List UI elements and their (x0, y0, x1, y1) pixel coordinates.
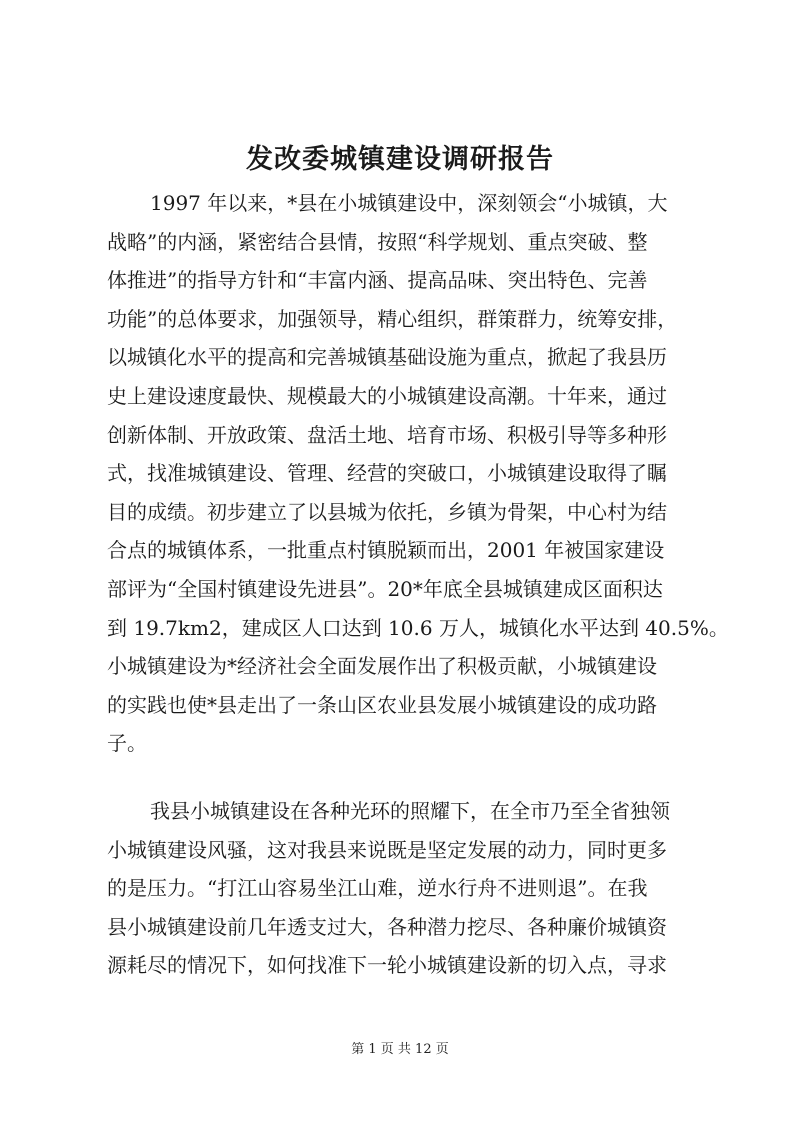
text-line: 到 19.7km2，建成区人口达到 10.6 万人，城镇化水平达到 40.5%。 (107, 615, 729, 640)
text-line: 的是压力。“打江山容易坐江山难，逆水行舟不进则退”。在我 (107, 876, 648, 901)
text-line: 式，找准城镇建设、管理、经营的突破口，小城镇建设取得了瞩 (107, 461, 667, 486)
text-line: 小城镇建设为*经济社会全面发展作出了积极贡献，小城镇建设 (107, 654, 657, 679)
text-line: 源耗尽的情况下，如何找准下一轮小城镇建设新的切入点，寻求 (107, 953, 667, 978)
text-line: 子。 (107, 731, 147, 756)
text-line: 合点的城镇体系，一批重点村镇脱颖而出，2001 年被国家建设 (107, 538, 665, 563)
paragraph-spacer (107, 763, 707, 792)
text-line: 战略”的内涵，紧密结合县情，按照“科学规划、重点突破、整 (107, 229, 648, 254)
page-number-footer: 第 1 页 共 12 页 (351, 1042, 449, 1057)
text-line: 史上建设速度最快、规模最大的小城镇建设高潮。十年来，通过 (107, 383, 667, 408)
text-line: 县小城镇建设前几年透支过大，各种潜力挖尽、各种廉价城镇资 (107, 914, 667, 939)
paragraph (107, 792, 707, 985)
text-line: 我县小城镇建设在各种光环的照耀下，在全市乃至全省独领 (150, 798, 670, 823)
paragraph (107, 184, 729, 763)
document-body (107, 184, 729, 985)
text-line: 小城镇建设风骚，这对我县来说既是坚定发展的动力，同时更多 (107, 837, 667, 862)
text-line: 创新体制、开放政策、盘活土地、培育市场、积极引导等多种形 (107, 422, 667, 447)
text-line: 1997 年以来，*县在小城镇建设中，深刻领会“小城镇，大 (150, 191, 668, 215)
text-line: 目的成绩。初步建立了以县城为依托，乡镇为骨架，中心村为结 (107, 499, 667, 524)
text-line: 以城镇化水平的提高和完善城镇基础设施为重点，掀起了我县历 (107, 345, 667, 370)
text-line: 部评为“全国村镇建设先进县”。20*年底全县城镇建成区面积达 (107, 576, 663, 601)
document-title: 发改委城镇建设调研报告 (246, 144, 554, 175)
text-line: 体推进”的指导方针和“丰富内涵、提高品味、突出特色、完善 (107, 268, 648, 293)
text-line: 的实践也使*县走出了一条山区农业县发展小城镇建设的成功路 (107, 692, 657, 717)
text-line: 功能”的总体要求，加强领导，精心组织，群策群力，统筹安排， (107, 306, 678, 331)
